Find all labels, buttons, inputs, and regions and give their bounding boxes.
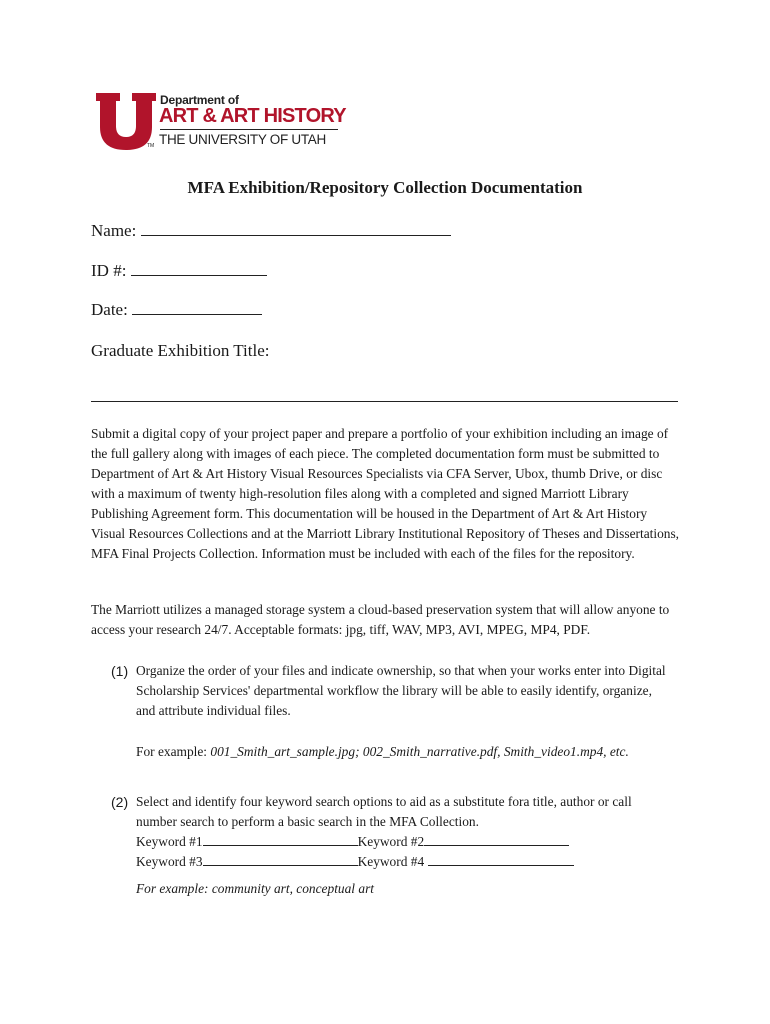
- logo-department-line: Department of: [160, 93, 239, 107]
- instructions-paragraph: Submit a digital copy of your project paper and prepare a portfolio of your exhibition including an image of the full gallery along with images of each piece. The completed documentation form must be submitted to Department of Art & Art History Visual Resources Specialists via CFA Server, Ubox, thumb Drive, or disc with a maximum of twenty high-resolution files along with a completed and signed Marriott Library Publishing Agreement form. This documentation will be housed in the Department of Art & Art History Visual Resources Collections and at the Marriott Library Institutional Repository of Theses and Dissertations, MFA Final Projects Collection. Information must be included with each of the files for the repository.: [91, 426, 680, 561]
- list-item-number: (1): [111, 663, 129, 679]
- keyword-2-blank[interactable]: [424, 833, 569, 846]
- storage-paragraph: The Marriott utilizes a managed storage system a cloud-based preservation system that will allow anyone to access your research 24/7. Acceptable formats: jpg, tiff, WAV, MP3, AVI, MPEG, MP4, PDF.: [91, 602, 670, 637]
- keyword-row-2: [136, 852, 671, 872]
- id-label: ID #:: [91, 261, 127, 280]
- list-item-text: Organize the order of your files and indicate ownership, so that when your works enter into Digital Scholarship Services' departmental workflow the library will be able to easily identify, organize, and attribute individual files.: [136, 663, 666, 718]
- id-blank-line[interactable]: [131, 261, 267, 276]
- keyword-3-blank[interactable]: [203, 853, 358, 866]
- keyword-instructions: Select and identify four keyword search options to aid as a substitute fora title, author or call number search to perform a basic search in the MFA Collection.: [136, 794, 632, 829]
- keyword-1-blank[interactable]: [203, 833, 358, 846]
- id-field: [91, 261, 267, 281]
- exhibition-title-blank-line[interactable]: [91, 401, 678, 402]
- example-prefix: For example:: [136, 744, 211, 759]
- exhibition-title-field: [91, 341, 270, 361]
- name-blank-line[interactable]: [141, 221, 451, 236]
- keyword-3-label: Keyword #3: [136, 854, 203, 869]
- trademark-mark: TM: [147, 143, 155, 149]
- list-item-1: [111, 661, 671, 721]
- list-item-2: [111, 792, 671, 872]
- logo-university-line: THE UNIVERSITY OF UTAH: [159, 132, 326, 147]
- university-logo: [96, 93, 346, 153]
- logo-divider: [160, 129, 338, 130]
- keyword-2-label: Keyword #2: [357, 834, 425, 849]
- list-item-text: [136, 792, 671, 872]
- exhibition-title-label: Graduate Exhibition Title:: [91, 341, 270, 360]
- document-title: MFA Exhibition/Repository Collection Documentation: [187, 178, 583, 197]
- keyword-example-text: For example: community art, conceptual art: [136, 881, 374, 896]
- date-blank-line[interactable]: [132, 300, 262, 315]
- file-naming-example: [136, 742, 676, 762]
- logo-main-line: ART & ART HISTORY: [159, 105, 346, 127]
- example-filenames: 001_Smith_art_sample.jpg; 002_Smith_narrative.pdf, Smith_video1.mp4, etc.: [210, 744, 629, 759]
- keyword-1-label: Keyword #1: [136, 834, 203, 849]
- date-field: [91, 300, 262, 320]
- list-item-number: (2): [111, 794, 129, 810]
- keyword-4-label: Keyword #4: [357, 854, 425, 869]
- keyword-row-1: [136, 832, 671, 852]
- name-field: [91, 221, 451, 241]
- name-label: Name:: [91, 221, 137, 240]
- keyword-example: [136, 879, 676, 899]
- date-label: Date:: [91, 300, 128, 319]
- keyword-4-blank[interactable]: [428, 853, 574, 866]
